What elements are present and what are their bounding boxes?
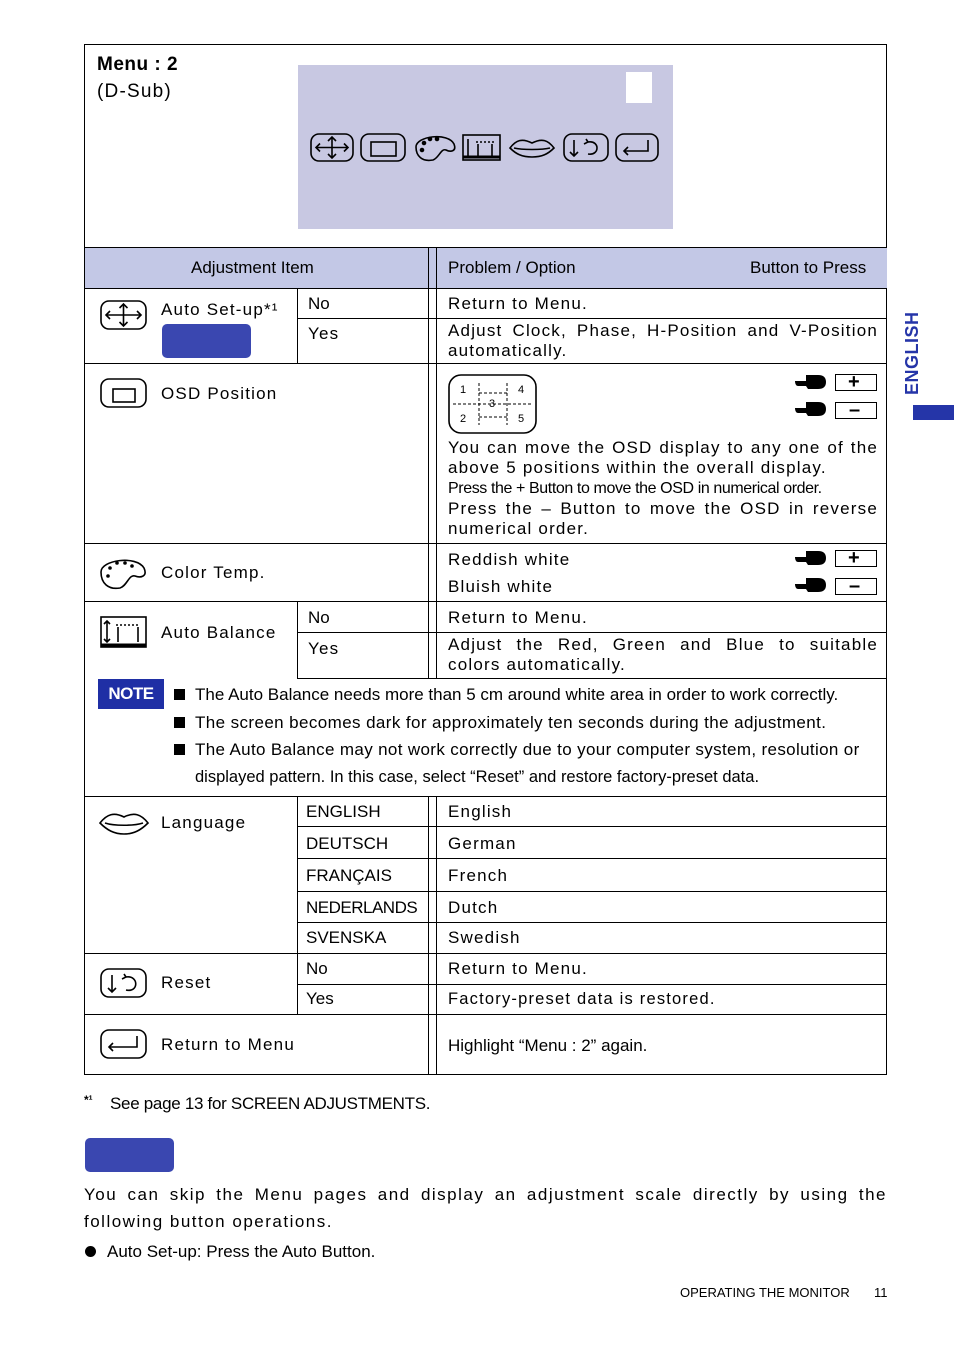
direct-button-graphic bbox=[85, 1138, 174, 1172]
menu-title: Menu : 2 bbox=[97, 54, 179, 75]
header-problem-option: Problem / Option bbox=[448, 258, 576, 277]
rule bbox=[297, 289, 298, 364]
rule bbox=[297, 858, 887, 859]
auto-setup-yes-desc: Adjust Clock, Phase, H-Position and V-Position automatically. bbox=[448, 321, 878, 360]
auto-balance-yes-desc: Adjust the Red, Green and Blue to suitable colors automatically. bbox=[448, 635, 878, 674]
bullet-square bbox=[174, 744, 185, 755]
rule bbox=[85, 363, 887, 364]
auto-balance-no-desc: Return to Menu. bbox=[448, 608, 588, 627]
language-option-name: German bbox=[448, 834, 517, 853]
language-option-code: SVENSKA bbox=[306, 928, 387, 947]
osd-position-icon bbox=[361, 134, 405, 161]
auto-setup-label: Auto Set-up*¹ bbox=[161, 300, 279, 319]
footer-section: OPERATING THE MONITOR bbox=[680, 1285, 850, 1300]
pointing-hand-icon bbox=[794, 399, 828, 419]
pointing-hand-icon bbox=[794, 575, 828, 595]
osd-position-icon bbox=[98, 376, 150, 410]
rule bbox=[428, 797, 429, 1075]
osd-grid-label-3: 3 bbox=[489, 398, 496, 410]
return-icon bbox=[616, 134, 658, 161]
rule bbox=[297, 891, 887, 892]
rule bbox=[297, 678, 887, 679]
reset-yes-desc: Factory-preset data is restored. bbox=[448, 990, 716, 1008]
pointing-hand-icon bbox=[794, 548, 828, 568]
osd-position-label: OSD Position bbox=[161, 384, 278, 403]
auto-balance-option-no: No bbox=[308, 608, 330, 627]
minus-key-label: – bbox=[849, 575, 861, 597]
footer-page-number: 11 bbox=[874, 1285, 888, 1300]
language-side-tab bbox=[913, 405, 954, 420]
direct-body-text: You can skip the Menu pages and display an adjustment scale directly by using the following button operations. bbox=[84, 1185, 887, 1231]
language-option-code: DEUTSCH bbox=[306, 834, 389, 853]
minus-key-label: – bbox=[849, 399, 861, 421]
bullet-square bbox=[174, 717, 185, 728]
auto-balance-icon bbox=[98, 614, 150, 652]
return-icon bbox=[98, 1027, 150, 1061]
osd-grid-label-5: 5 bbox=[518, 413, 525, 425]
minus-key-icon bbox=[835, 575, 877, 597]
auto-balance-label: Auto Balance bbox=[161, 623, 277, 642]
reset-icon bbox=[564, 134, 608, 161]
note-bullet-1: The Auto Balance needs more than 5 cm around white area in order to work correctly. bbox=[195, 685, 839, 704]
rule bbox=[436, 797, 437, 1075]
footnote-mark: *¹ bbox=[84, 1093, 93, 1107]
plus-key-label: + bbox=[848, 547, 860, 569]
note-bullet-3b: displayed pattern. In this case, select “Reset” and restore factory-preset data. bbox=[195, 768, 760, 786]
rule bbox=[297, 826, 887, 827]
color-temp-icon bbox=[98, 554, 150, 592]
language-option-code: FRANÇAIS bbox=[306, 866, 392, 885]
language-option-name: English bbox=[448, 802, 513, 821]
rule bbox=[85, 796, 887, 797]
osd-position-desc2: Press the + Button to move the OSD in numerical order. bbox=[448, 480, 822, 497]
rule bbox=[85, 953, 887, 954]
osd-icon-strip bbox=[308, 130, 663, 166]
bullet-dot bbox=[85, 1246, 96, 1257]
footnote-text: See page 13 for SCREEN ADJUSTMENTS. bbox=[110, 1094, 431, 1113]
language-icon bbox=[510, 140, 554, 157]
auto-setup-icon bbox=[311, 134, 353, 161]
note-bullet-3a: The Auto Balance may not work correctly due to your computer system, resolution or bbox=[195, 740, 860, 759]
color-temp-label: Color Temp. bbox=[161, 563, 266, 582]
rule bbox=[436, 248, 437, 679]
note-bullet-2: The screen becomes dark for approximately ten seconds during the adjustment. bbox=[195, 713, 827, 732]
rule bbox=[297, 922, 887, 923]
osd-position-desc3: Press the – Button to move the OSD in reverse numerical order. bbox=[448, 499, 878, 538]
auto-setup-icon bbox=[98, 297, 150, 333]
osd-grid-label-2: 2 bbox=[460, 413, 467, 425]
note-badge: NOTE bbox=[98, 679, 164, 709]
rule bbox=[85, 601, 887, 602]
reset-option-no: No bbox=[306, 959, 328, 978]
color-temp-bluish: Bluish white bbox=[448, 577, 554, 596]
return-label: Return to Menu bbox=[161, 1035, 295, 1054]
language-option-code: ENGLISH bbox=[306, 802, 381, 821]
language-option-name: French bbox=[448, 866, 509, 885]
color-temp-icon bbox=[416, 137, 455, 161]
reset-option-yes: Yes bbox=[306, 989, 334, 1008]
osd-position-desc1: You can move the OSD display to any one of the above 5 positions within the overall display. bbox=[448, 438, 878, 477]
auto-setup-option-yes: Yes bbox=[308, 324, 340, 343]
plus-key-icon bbox=[835, 547, 877, 569]
return-desc: Highlight “Menu : 2” again. bbox=[448, 1036, 648, 1055]
auto-balance-icon bbox=[463, 135, 500, 160]
rule bbox=[85, 247, 887, 248]
plus-key-icon bbox=[835, 371, 877, 393]
rule bbox=[297, 797, 298, 1015]
language-option-name: Dutch bbox=[448, 898, 499, 917]
rule bbox=[297, 984, 887, 985]
rule bbox=[297, 318, 887, 319]
reset-icon bbox=[98, 966, 150, 1000]
header-button-to-press: Button to Press bbox=[750, 258, 867, 277]
language-option-name: Swedish bbox=[448, 928, 521, 947]
auto-setup-no-desc: Return to Menu. bbox=[448, 294, 588, 313]
auto-setup-bullet: Auto Set-up: Press the Auto Button. bbox=[107, 1242, 376, 1261]
color-temp-reddish: Reddish white bbox=[448, 550, 571, 569]
reset-label: Reset bbox=[161, 973, 212, 992]
auto-button-graphic bbox=[162, 324, 251, 358]
language-option-code: NEDERLANDS bbox=[306, 898, 418, 917]
osd-grid-label-4: 4 bbox=[518, 384, 525, 396]
language-icon bbox=[98, 806, 150, 840]
rule bbox=[85, 1014, 887, 1015]
rule bbox=[428, 248, 429, 679]
plus-key-label: + bbox=[848, 371, 860, 393]
language-label: Language bbox=[161, 813, 247, 832]
rule bbox=[297, 632, 887, 633]
header-adjustment-item: Adjustment Item bbox=[191, 258, 314, 277]
menu-subtitle: (D-Sub) bbox=[97, 81, 172, 102]
rule bbox=[85, 543, 887, 544]
auto-balance-option-yes: Yes bbox=[308, 639, 340, 658]
reset-no-desc: Return to Menu. bbox=[448, 959, 588, 978]
minus-key-icon bbox=[835, 399, 877, 421]
rule bbox=[85, 288, 887, 289]
language-side-tab-label: ENGLISH bbox=[902, 311, 922, 395]
osd-grid-label-1: 1 bbox=[460, 384, 467, 396]
rule bbox=[297, 602, 298, 679]
osd-cursor bbox=[626, 72, 652, 103]
pointing-hand-icon bbox=[794, 372, 828, 392]
bullet-square bbox=[174, 689, 185, 700]
auto-setup-option-no: No bbox=[308, 294, 330, 313]
